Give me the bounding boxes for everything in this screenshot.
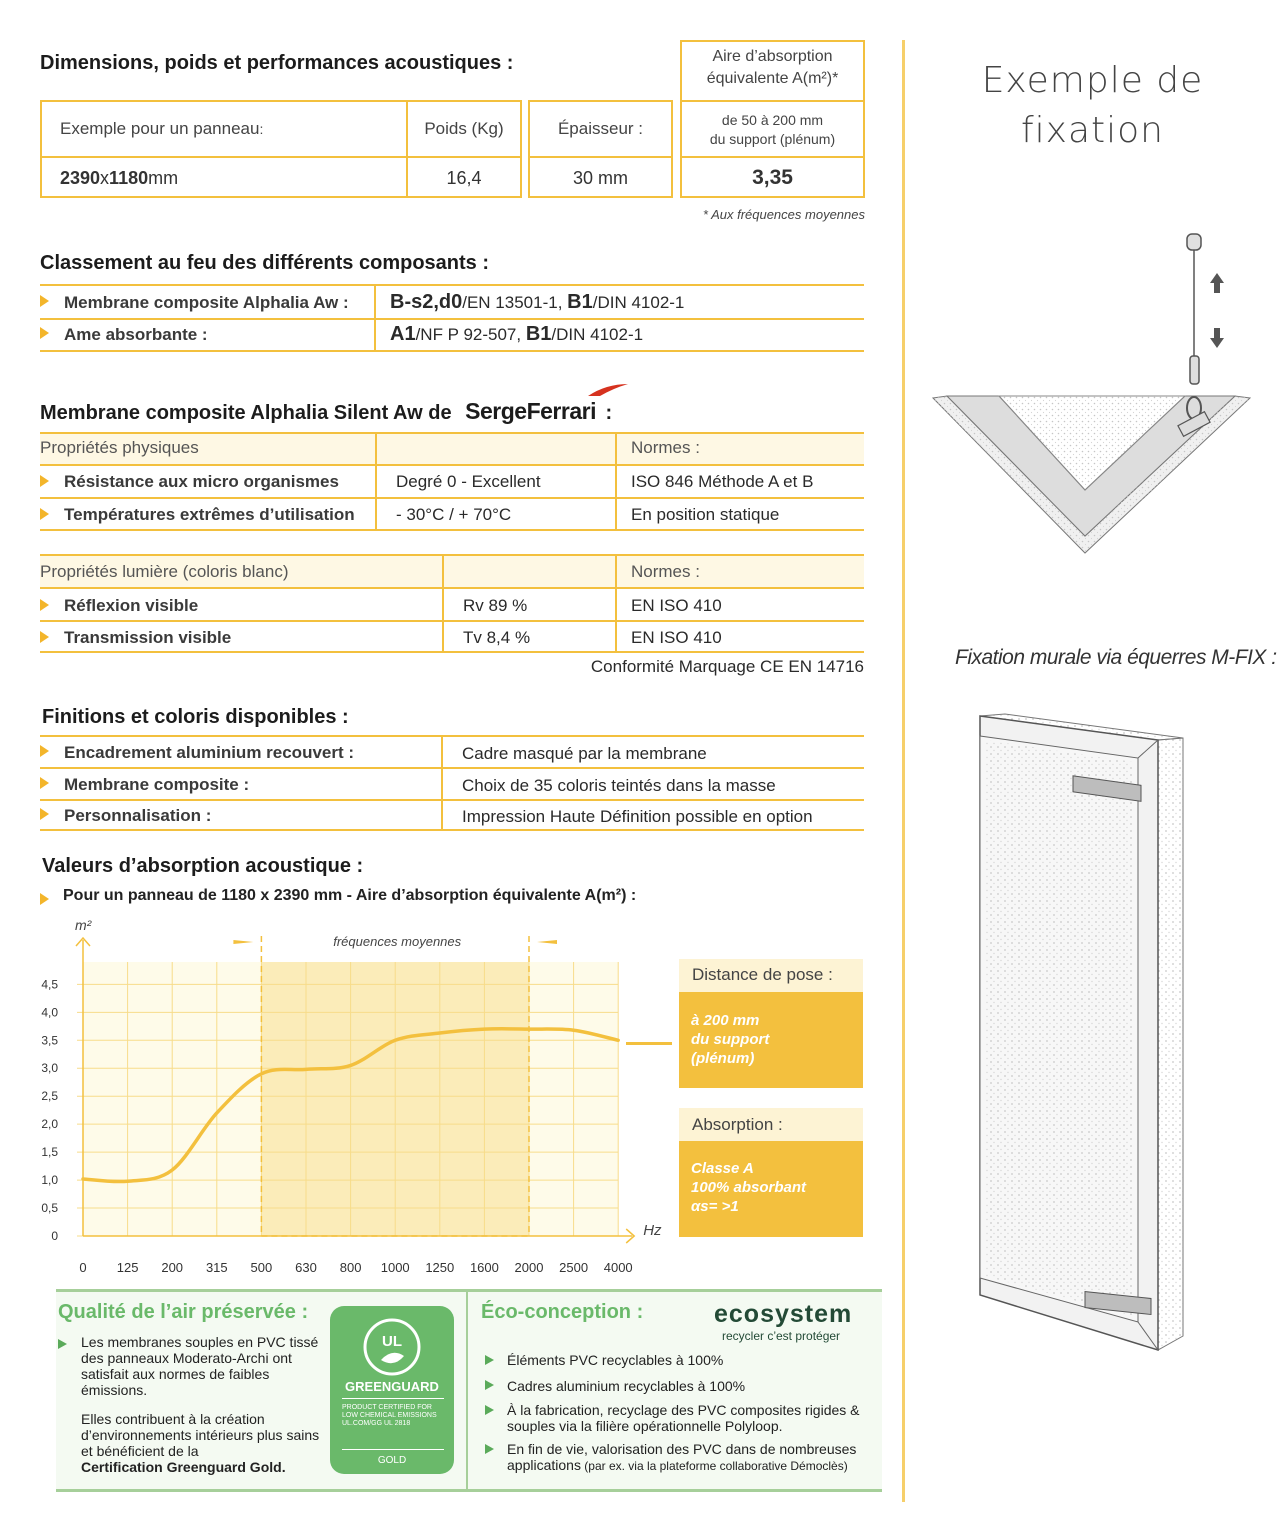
absorption-header: Aire d’absorption équivalente A(m²)*: [706, 48, 839, 87]
bullet-icon: [40, 777, 49, 789]
phys-norm-micro: ISO 846 Méthode A et B: [631, 472, 814, 491]
x-tick-label: 200: [161, 1260, 184, 1275]
wall-fixation-caption: Fixation murale via équerres M-FIX :: [955, 646, 1277, 669]
serge-ferrari-logo: SergeFerrari: [465, 398, 596, 424]
absorption-class-title: Absorption :: [692, 1115, 783, 1134]
y-tick-label: 3,5: [41, 1033, 58, 1048]
finish-value-custom: Impression Haute Définition possible en option: [462, 807, 813, 826]
light-label-reflexion: Réflexion visible: [64, 596, 199, 615]
x-tick-label: 315: [205, 1260, 228, 1275]
light-value-reflexion: Rv 89 %: [463, 596, 528, 615]
bullet-icon: [40, 808, 49, 820]
phys-label-temp: Températures extrêmes d’utilisation: [64, 505, 355, 524]
band-arrow-left-icon: [233, 940, 253, 944]
finish-label-custom: Personnalisation :: [64, 806, 212, 825]
absorption-subtitle: Pour un panneau de 1180 x 2390 mm - Aire d’absorption équivalente A(m²) :: [63, 887, 637, 904]
bullet-icon: [40, 295, 49, 307]
light-norm-transmission: EN ISO 410: [631, 628, 722, 647]
light-value-transmission: Tv 8,4 %: [463, 628, 531, 647]
y-tick-label: 0,5: [41, 1201, 58, 1216]
legend-line: [626, 1042, 672, 1045]
absorption-value: 3,35: [752, 166, 793, 189]
light-label-transmission: Transmission visible: [64, 628, 232, 647]
y-tick-label: 1,0: [41, 1173, 58, 1188]
air-paragraph-2: Elles contribuent à la création d’environnements intérieurs plus sains et bénéficient de la Certification Greenguard Gold.: [81, 1411, 320, 1475]
fire-value-core: A1/NF P 92-507, B1/DIN 4102-1: [390, 323, 644, 345]
x-tick-label: 2000: [514, 1260, 544, 1275]
arrow-up-icon: [1210, 273, 1224, 293]
bullet-icon: [40, 327, 49, 339]
greenguard-name: GREENGUARD: [345, 1379, 439, 1394]
phys-value-micro: Degré 0 - Excellent: [396, 472, 541, 491]
band-arrow-right-icon: [537, 940, 557, 944]
finishes-title: Finitions et coloris disponibles :: [42, 706, 349, 728]
y-tick-label: 1,5: [41, 1145, 58, 1160]
phys-norms-header: Normes :: [631, 438, 700, 457]
air-title: Qualité de l’air préservée :: [58, 1301, 309, 1323]
x-tick-label: 125: [116, 1260, 139, 1275]
finish-value-membrane: Choix de 35 coloris teintés dans la masse: [462, 776, 776, 795]
thickness-label: Épaisseur :: [557, 119, 644, 138]
bullet-icon: [40, 893, 49, 905]
absorption-chart: [30, 910, 680, 1288]
suspension-illustration: [925, 228, 1265, 560]
eco-item-2: Cadres aluminium recyclables à 100%: [507, 1378, 746, 1394]
example-label: Exemple pour un panneau :: [60, 119, 264, 138]
finish-label-frame: Encadrement aluminium recouvert :: [64, 743, 355, 762]
eco-item-4: En fin de vie, valorisation des PVC dans de nombreuses applications (par ex. via la plateforme collaborative Démoclès): [507, 1441, 857, 1473]
y-tick-label: 3,0: [41, 1061, 58, 1076]
x-tick-label: 2500: [559, 1260, 589, 1275]
ul-leaf-icon: [361, 1316, 423, 1378]
wall-panel-illustration: [975, 710, 1195, 1358]
phys-norm-temp: En position statique: [631, 505, 780, 524]
panel-size: 2390 x 1180 mm: [60, 167, 179, 188]
x-axis-label: Hz: [643, 1222, 662, 1239]
dimensions-title: Dimensions, poids et performances acoustiques :: [40, 52, 514, 74]
ecosystem-tagline: recycler c’est protéger: [722, 1329, 841, 1343]
bullet-icon: [40, 475, 49, 487]
fire-label-core: Ame absorbante :: [64, 325, 208, 344]
light-norm-reflexion: EN ISO 410: [631, 596, 722, 615]
x-tick-label: 1250: [425, 1260, 455, 1275]
air-paragraph-1: Les membranes souples en PVC tissé des panneaux Moderato-Archi ont satisfait aux normes de faibles émissions.: [81, 1334, 319, 1398]
distance-title: Distance de pose :: [692, 965, 833, 984]
eco-item-1: Éléments PVC recyclables à 100%: [507, 1352, 724, 1368]
light-norms-header: Normes :: [631, 562, 700, 581]
bullet-icon: [485, 1380, 494, 1390]
y-axis-label: m²: [75, 917, 92, 933]
phys-value-temp: - 30°C / + 70°C: [396, 505, 512, 524]
bullet-icon: [485, 1444, 494, 1454]
fixation-title: Exemple de fixation: [981, 60, 1204, 151]
ul-text: UL: [382, 1333, 402, 1350]
fire-label-membrane: Membrane composite Alphalia Aw :: [64, 293, 349, 312]
bullet-icon: [40, 508, 49, 520]
band-label: fréquences moyennes: [333, 934, 462, 949]
fire-title: Classement au feu des différents composants :: [40, 252, 490, 274]
greenguard-small: PRODUCT CERTIFIED FOR LOW CHEMICAL EMISSIONS UL.COM/GG UL 2818: [342, 1404, 437, 1427]
light-header: Propriétés lumière (coloris blanc): [40, 562, 289, 581]
greenguard-level: GOLD: [377, 1455, 407, 1466]
thickness-value: 30 mm: [572, 167, 628, 188]
arrow-down-icon: [1210, 328, 1224, 348]
absorption-title: Valeurs d’absorption acoustique :: [42, 855, 364, 877]
eco-title: Éco-conception :: [481, 1301, 644, 1323]
y-tick-label: 0: [51, 1229, 58, 1243]
bullet-icon: [485, 1355, 494, 1365]
x-tick-label: 800: [339, 1260, 362, 1275]
phys-header: Propriétés physiques: [40, 438, 199, 457]
absorption-class-text: Classe A 100% absorbant αs= >1: [691, 1160, 807, 1215]
bullet-icon: [40, 745, 49, 757]
fire-value-membrane: B-s2,d0/EN 13501-1, B1/DIN 4102-1: [390, 291, 685, 313]
x-tick-label: 0: [79, 1260, 87, 1275]
x-tick-label: 500: [250, 1260, 273, 1275]
column-divider: [902, 40, 905, 1502]
greenguard-badge: [330, 1306, 454, 1474]
y-tick-label: 2,0: [41, 1117, 58, 1132]
x-tick-label: 630: [295, 1260, 317, 1275]
x-tick-label: 4000: [603, 1260, 633, 1275]
distance-text: à 200 mm du support (plénum): [691, 1012, 770, 1067]
x-tick-label: 1000: [380, 1260, 410, 1275]
weight-label: Poids (Kg): [424, 119, 504, 138]
bullet-icon: [40, 599, 49, 611]
y-tick-label: 4,0: [41, 1005, 58, 1020]
bullet-icon: [58, 1339, 67, 1349]
ecosystem-logo: ecosystem: [714, 1300, 853, 1328]
finish-label-membrane: Membrane composite :: [64, 775, 250, 794]
bullet-icon: [40, 631, 49, 643]
y-tick-label: 4,5: [41, 977, 58, 992]
bullet-icon: [485, 1405, 494, 1415]
conformity-note: Conformité Marquage CE EN 14716: [590, 657, 864, 676]
eco-item-3: À la fabrication, recyclage des PVC composites rigides & souples via la filière opérationnelle Polyloop.: [507, 1402, 860, 1434]
x-tick-label: 1600: [469, 1260, 499, 1275]
finish-value-frame: Cadre masqué par la membrane: [462, 744, 707, 763]
y-tick-label: 2,5: [41, 1089, 58, 1104]
ferrari-swoosh-icon: [586, 382, 630, 398]
footnote: * Aux fréquences moyennes: [702, 207, 865, 222]
membrane-title: Membrane composite Alphalia Silent Aw de SergeFerrari :: [40, 398, 613, 424]
absorption-subheader: de 50 à 200 mm du support (plénum): [709, 112, 836, 147]
weight-value: 16,4: [446, 167, 482, 188]
phys-label-micro: Résistance aux micro organismes: [64, 472, 339, 491]
